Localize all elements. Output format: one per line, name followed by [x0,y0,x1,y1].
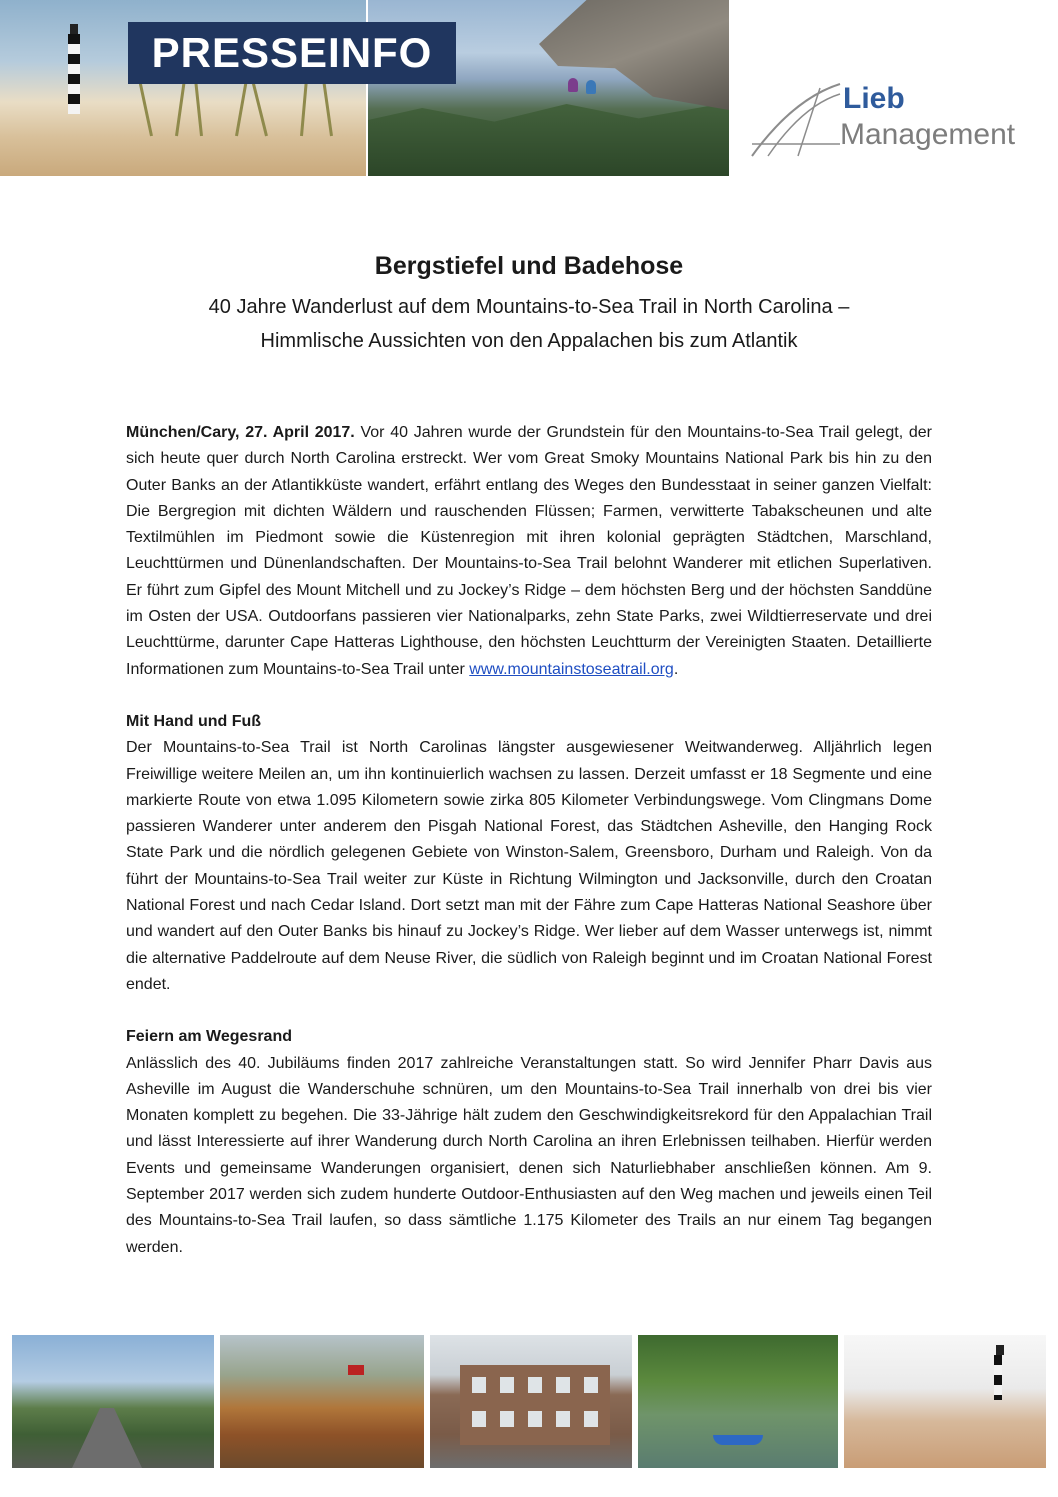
intro-paragraph [126,420,932,683]
page-title: Bergstiefel und Badehose [374,252,684,280]
footer-photo-river-paddling [638,1335,838,1468]
flag-icon [348,1365,364,1375]
lighthouse-icon [994,1355,1002,1400]
article-body [126,420,932,1261]
section-heading-feiern: Feiern am Wegesrand [126,1028,292,1046]
footer-photo-mountain-road [12,1335,214,1468]
intro-text: Vor 40 Jahren wurde der Grundstein für den Mountains-to-Sea Trail gelegt, der sich heute quer durch North Carolina erstreckt. Wer vom Great Smoky Mountains National Park bis hin zu den Outer Banks an der Atlantikküste wandert, erfährt entlang des Weges den Bundesstaat in seiner ganzen Vielfalt: Die Bergregion mit dichten Wäldern und rauschenden Flüssen; Farmen, verwitterte Tabakscheunen und alte Textilmühlen im Piedmont sowie die Küstenregion mit ihren kolonial geprägten Städtchen, Marschland, Leuchttürmen und Dünenlandschaften. Der Mountains-to-Sea Trail belohnt Wanderer mit etlichen Superlativen. Er führt zum Gipfel des Mount Mitchell und zu Jockey’s Ridge – dem höchsten Berg und der höchsten Sanddüne im Osten der USA. Outdoorfans passieren vier Nationalparks, zehn State Parks, zwei Wildtierreservate und drei Leuchttürme, darunter Cape Hatteras Lighthouse, den höchsten Leuchtturm der Vereinigten Staaten. Detaillierte Informationen zum Mountains-to-Sea Trail unter [126,424,933,678]
presseinfo-banner [128,22,456,84]
hiker-figure [586,80,596,94]
footer-photo-textile-mill [430,1335,632,1468]
lighthouse-icon [68,34,80,114]
kayak-icon [713,1435,763,1445]
section-heading-mit-hand-und-fuss: Mit Hand und Fuß [126,712,262,730]
hiker-figure [568,78,578,92]
subtitle-line-1: 40 Jahre Wanderlust auf dem Mountains-to-Sea Trail in North Carolina – [208,296,850,318]
logo-arc-icon [748,80,843,160]
banner-text: PRESSEINFO [151,29,433,76]
logo-management-text: Management [840,118,1016,151]
footer-photo-sand-dune-lighthouse [844,1335,1046,1468]
lieb-management-logo [748,80,1048,160]
dateline: München/Cary, 27. April 2017. [126,424,355,441]
subtitle-line-2: Himmlische Aussichten von den Appalachen bis zum Atlantik [260,330,798,352]
trail-website-link[interactable]: www.mountainstoseatrail.org [469,660,674,678]
logo-lieb-text: Lieb [843,82,905,115]
footer-photo-chimney-rock [220,1335,424,1468]
section-paragraph-1: Der Mountains-to-Sea Trail ist North Carolinas längster ausgewiesener Weitwanderweg. Alljährlich legen Freiwillige weitere Meilen an, um ihn kontinuierlich wachsen zu lassen. Derzeit umfasst er 18 Segmente und eine markierte Route von etwa 1.095 Kilometern sowie zirka 805 Kilometer Verbindungswege. Vom Clingmans Dome passieren Wanderer unter anderem den Pisgah National Forest, das Städtchen Asheville, den Hanging Rock State Park und die nördlich gelegenen Gebiete von Winston-Salem, Greensboro, Durham und Raleigh. Von da führt der Mountains-to-Sea Trail weiter zur Küste in Richtung Wilmington und Jacksonville, durch den Croatan National Forest und nach Cedar Island. Dort setzt man mit der Fähre zum Cape Hatteras National Seashore über und wandert auf den Outer Banks bis hinauf zu Jockey’s Ridge. Wer lieber auf dem Wasser unterwegs ist, nimmt die alternative Paddelroute auf dem Neuse River, die südlich von Raleigh beginnt und im Croatan National Forest endet. [126,739,932,993]
intro-end: . [673,660,679,678]
section-paragraph-2: Anlässlich des 40. Jubiläums finden 2017 zahlreiche Veranstaltungen statt. So wird Jennifer Pharr Davis aus Asheville im August die Wanderschuhe schnüren, um den Mountains-to-Sea Trail innerhalb von drei bis vier Monaten komplett zu begehen. Die 33-Jährige hält zudem den Geschwindigkeitsrekord für den Appalachian Trail und lässt Interessierte auf ihrer Wanderung durch North Carolina an ihren Erlebnissen teilhaben. Hierfür werden Events und gemeinsame Wanderungen organisiert, denen sich Naturliebhaber anschließen können. Am 9. September 2017 werden sich zudem hunderte Outdoor-Enthusiasten auf den Weg machen und jeweils einen Teil des Mountains-to-Sea Trail laufen, so dass sämtliche 1.175 Kilometer des Trails an nur einem Tag begangen werden. [126,1054,932,1256]
